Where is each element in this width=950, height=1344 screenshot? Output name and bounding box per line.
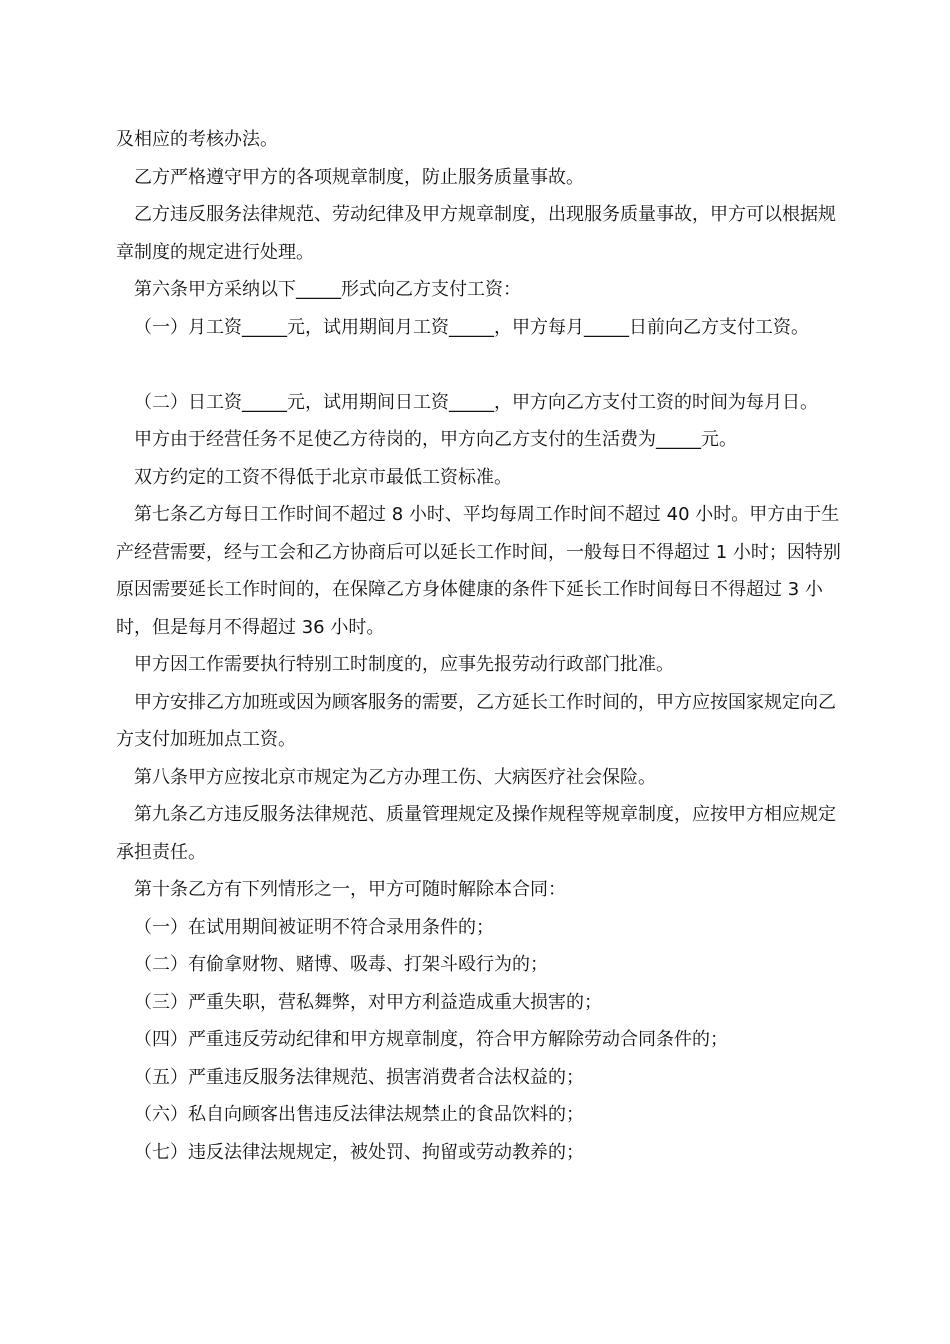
article-8-insurance: 第八条甲方应按北京市规定为乙方办理工伤、大病医疗社会保险。: [134, 766, 656, 788]
article-10-item-2: （二）有偷拿财物、赌博、吸毒、打架斗殴行为的；: [134, 954, 548, 975]
article-6-item-daily-wage: （二）日工资_____元，试用期间日工资_____，甲方向乙方支付工资的时间为每月日。: [134, 391, 818, 413]
article-10-item-5: （五）严重违反服务法律规范、损害消费者合法权益的；: [134, 1066, 584, 1088]
article-10-item-7: （七）违反法律法规规定，被处罚、拘留或劳动教养的；: [134, 1141, 584, 1163]
article-10-item-4: （四）严重违反劳动纪律和甲方规章制度，符合甲方解除劳动合同条件的；: [134, 1029, 728, 1050]
paragraph-special-hours: 甲方因工作需要执行特别工时制度的，应事先报劳动行政部门批准。: [134, 654, 674, 675]
paragraph-violation-handling: 乙方违反服务法律规范、劳动纪律及甲方规章制度，出现服务质量事故，甲方可以根据规章制度的规定进行处理。: [116, 204, 836, 263]
article-10-item-1: （一）在试用期间被证明不符合录用条件的；: [134, 916, 494, 938]
paragraph-comply-rules: 乙方严格遵守甲方的各项规章制度，防止服务质量事故。: [134, 166, 584, 188]
paragraph-minimum-wage: 双方约定的工资不得低于北京市最低工资标准。: [134, 466, 512, 488]
article-6-heading: 第六条甲方采纳以下_____形式向乙方支付工资：: [134, 279, 521, 300]
article-9-liability: 第九条乙方违反服务法律规范、质量管理规定及操作规程等规章制度，应按甲方相应规定承担责任。: [116, 804, 836, 863]
article-10-heading: 第十条乙方有下列情形之一，甲方可随时解除本合同：: [134, 879, 566, 900]
paragraph-spacer: [116, 346, 842, 384]
article-10-item-3: （三）严重失职，营私舞弊，对甲方利益造成重大损害的；: [134, 991, 602, 1013]
document-body: [116, 121, 842, 1171]
paragraph-assessment-method: 及相应的考核办法。: [116, 129, 278, 150]
paragraph-overtime-pay: 甲方安排乙方加班或因为顾客服务的需要，乙方延长工作时间的，甲方应按国家规定向乙方支付加班加点工资。: [116, 691, 836, 750]
paragraph-standby-allowance: 甲方由于经营任务不足使乙方待岗的，甲方向乙方支付的生活费为_____元。: [134, 429, 737, 450]
article-10-item-6: （六）私自向顾客出售违反法律法规禁止的食品饮料的；: [134, 1104, 584, 1125]
article-6-item-monthly-wage: （一）月工资_____元，试用期间月工资_____，甲方每月_____日前向乙方支付工资。: [134, 316, 809, 338]
article-7-working-hours: 第七条乙方每日工作时间不超过 8 小时、平均每周工作时间不超过 40 小时。甲方由于生产经营需要，经与工会和乙方协商后可以延长工作时间，一般每日不得超过 1 小时；因特别原因需要延长工作时间的，在保障乙方身体健康的条件下延长工作时间每日不得超过 3 小时，但是每月不得超过 36 小时。: [116, 504, 841, 638]
